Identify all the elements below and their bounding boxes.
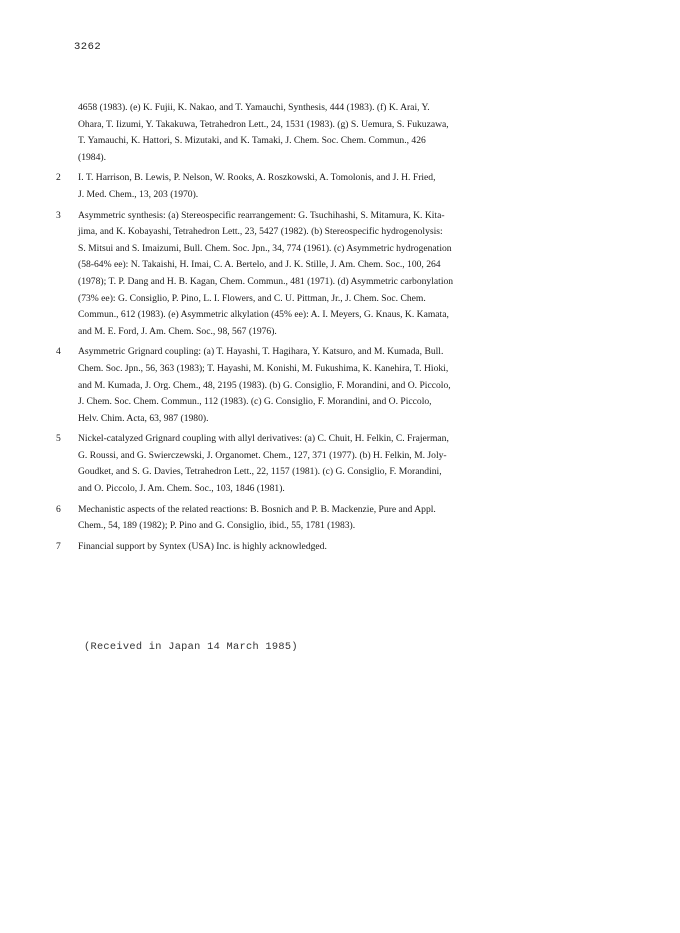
reference-item <box>56 208 622 341</box>
reference-line: J. Chem. Soc. Chem. Commun., 112 (1983). (c) G. Consiglio, F. Morandini, and O. Piccolo, <box>78 396 432 408</box>
reference-text <box>78 431 622 497</box>
reference-line: Commun., 612 (1983). (e) Asymmetric alkylation (45% ee): A. I. Meyers, G. Knaus, K. Kamata, <box>78 309 449 321</box>
reference-line: and O. Piccolo, J. Am. Chem. Soc., 103, 1846 (1981). <box>78 483 285 495</box>
reference-line: (58-64% ee): N. Takaishi, H. Imai, C. A. Bertelo, and J. K. Stille, J. Am. Chem. Soc., 100, 264 <box>78 259 441 271</box>
reference-item <box>56 431 622 497</box>
reference-line: Ohara, T. Iizumi, Y. Takakuwa, Tetrahedron Lett., 24, 1531 (1983). (g) S. Uemura, S. Fukuzawa, <box>78 118 449 130</box>
reference-list <box>56 100 622 555</box>
reference-line: jima, and K. Kobayashi, Tetrahedron Lett., 23, 5427 (1982). (b) Stereospecific hydrogenolysis: <box>78 226 443 238</box>
reference-line: T. Yamauchi, K. Hattori, S. Mizutaki, and K. Tamaki, J. Chem. Soc. Chem. Commun., 426 <box>78 135 426 147</box>
reference-line: Asymmetric Grignard coupling: (a) T. Hayashi, T. Hagihara, Y. Katsuro, and M. Kumada, Bull. <box>78 346 444 358</box>
reference-text <box>78 208 622 341</box>
reference-text <box>78 170 622 203</box>
reference-text <box>78 502 622 535</box>
reference-line: (73% ee): G. Consiglio, P. Pino, L. I. Flowers, and C. U. Pittman, Jr., J. Chem. Soc. Chem. <box>78 292 426 304</box>
reference-line: (1978); T. P. Dang and H. B. Kagan, Chem. Commun., 481 (1971). (d) Asymmetric carbonylation <box>78 275 454 287</box>
reference-line: Financial support by Syntex (USA) Inc. is highly acknowledged. <box>78 540 327 552</box>
received-date: (Received in Japan 14 March 1985) <box>84 641 298 653</box>
reference-number: 5 <box>56 433 61 445</box>
reference-line: Mechanistic aspects of the related reactions: B. Bosnich and P. B. Mackenzie, Pure and Appl. <box>78 503 436 515</box>
reference-line: and M. E. Ford, J. Am. Chem. Soc., 98, 567 (1976). <box>78 325 277 337</box>
reference-number: 6 <box>56 503 61 515</box>
reference-line: Chem. Soc. Jpn., 56, 363 (1983); T. Hayashi, M. Konishi, M. Fukushima, K. Kanehira, T. Hioki, <box>78 362 449 374</box>
reference-line: G. Roussi, and G. Swierczewski, J. Organomet. Chem., 127, 371 (1977). (b) H. Felkin, M. Joly- <box>78 449 447 461</box>
reference-line: Goudket, and S. G. Davies, Tetrahedron Lett., 22, 1157 (1981). (c) G. Consiglio, F. Morandini, <box>78 466 442 478</box>
reference-text <box>78 344 622 427</box>
reference-line: J. Med. Chem., 13, 203 (1970). <box>78 188 199 200</box>
reference-line: I. T. Harrison, B. Lewis, P. Nelson, W. Rooks, A. Roszkowski, A. Tomolonis, and J. H. Fried, <box>78 172 436 184</box>
reference-text <box>78 539 622 556</box>
reference-item <box>56 539 622 556</box>
reference-item <box>56 100 622 166</box>
reference-item <box>56 344 622 427</box>
reference-number: 3 <box>56 209 61 221</box>
reference-line: 4658 (1983). (e) K. Fujii, K. Nakao, and T. Yamauchi, Synthesis, 444 (1983). (f) K. Arai, Y. <box>78 102 430 113</box>
reference-line: and M. Kumada, J. Org. Chem., 48, 2195 (1983). (b) G. Consiglio, F. Morandini, and O. Piccolo, <box>78 379 451 391</box>
reference-line: Chem., 54, 189 (1982); P. Pino and G. Consiglio, ibid., 55, 1781 (1983). <box>78 520 356 532</box>
reference-line: (1984). <box>78 151 106 163</box>
page-number: 3262 <box>74 41 102 53</box>
reference-item <box>56 502 622 535</box>
reference-line: S. Mitsui and S. Imaizumi, Bull. Chem. Soc. Jpn., 34, 774 (1961). (c) Asymmetric hydrogenation <box>78 242 452 254</box>
reference-line: Asymmetric synthesis: (a) Stereospecific rearrangement: G. Tsuchihashi, S. Mitamura, K. Kita- <box>78 209 445 221</box>
reference-item <box>56 170 622 203</box>
reference-line: Helv. Chim. Acta, 63, 987 (1980). <box>78 412 209 424</box>
reference-number: 4 <box>56 346 61 358</box>
reference-text <box>78 100 622 166</box>
reference-line: Nickel-catalyzed Grignard coupling with allyl derivatives: (a) C. Chuit, H. Felkin, C. Frajerman, <box>78 433 449 445</box>
reference-number: 2 <box>56 172 61 184</box>
reference-number: 7 <box>56 540 61 552</box>
